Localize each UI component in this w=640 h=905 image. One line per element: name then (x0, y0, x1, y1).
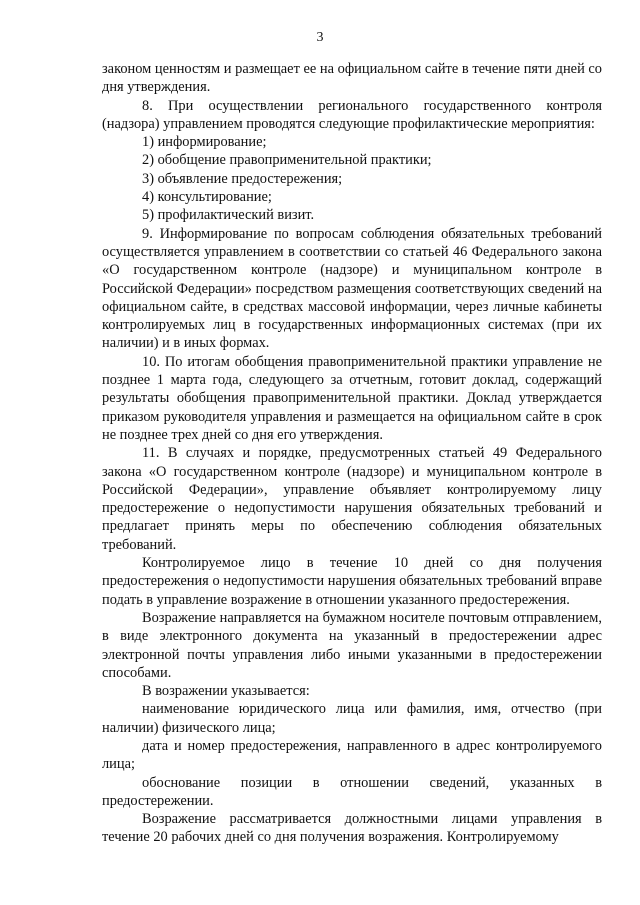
list-item-warning: 3) объявление предостережения; (142, 170, 343, 187)
paragraph-objection-date: дата и номер предостережения, направленного в адрес контролируемого лица; (102, 737, 602, 773)
paragraph-objection-review: Возражение рассматривается должностными лицами управления в течение 20 рабочих дней со дня получения возражения. Контролируемому (102, 811, 602, 846)
paragraph-objection-right: Контролируемое лицо в течение 10 дней со дня получения предостережения о недопустимости нарушения обязательных требований вправе подать в управление возражение в отношении указанного предостережения. (102, 555, 602, 608)
paragraph-objection-delivery: Возражение направляется на бумажном носителе почтовым отправлением, в виде электронного документа на указанный в предостережении адрес электронной почты управления либо иными указанными в предостережении способами. (102, 609, 602, 681)
paragraph-item-10: 10. По итогам обобщения правоприменительной практики управление не позднее 1 марта года, следующего за отчетным, готовит доклад, содержащий результаты обобщения правоприменительной практики. Доклад утверждается приказом руководителя управления и размещается на официальном сайте в срок не позднее трех дней со дня его утверждения. (102, 353, 602, 443)
paragraph-objection-justification: обоснование позиции в отношении сведений, указанных в предостережении. (102, 774, 602, 809)
list-item-consulting: 4) консультирование; (142, 189, 272, 206)
document-body (102, 60, 602, 847)
paragraph-item-11: 11. В случаях и порядке, предусмотренных статьей 49 Федерального закона «О государственном контроле (надзоре) и муниципальном контроле в Российской Федерации», управление объявляет контролируемому лицу предостережение о недопустимости нарушения обязательных требований и предлагает принять меры по обеспечению соблюдения обязательных требований. (102, 445, 602, 553)
paragraph-continuation: законом ценностям и размещает ее на официальном сайте в течение пяти дней со дня утверждения. (102, 61, 602, 96)
list-item-informing: 1) информирование; (142, 134, 267, 151)
paragraph-objection-contents: В возражении указывается: (142, 683, 310, 700)
list-item-preventive-visit: 5) профилактический визит. (142, 207, 315, 224)
paragraph-item-8: 8. При осуществлении регионального государственного контроля (надзора) управлением проводятся следующие профилактические мероприятия: (102, 97, 602, 132)
paragraph-item-9: 9. Информирование по вопросам соблюдения обязательных требований осуществляется управлением в соответствии со статьей 46 Федерального закона «О государственном контроле (надзоре) и муниципальном контроле в Российской Федерации» посредством размещения соответствующих сведений на официальном сайте, в средствах массовой информации, через личные кабинеты контролируемых лиц в государственных информационных системах (при их наличии) и в иных формах. (102, 225, 602, 352)
page-number: 3 (316, 30, 324, 45)
list-item-generalization: 2) обобщение правоприменительной практики; (142, 152, 432, 169)
paragraph-objection-name: наименование юридического лица или фамилия, имя, отчество (при наличии) физического лица; (102, 701, 602, 736)
